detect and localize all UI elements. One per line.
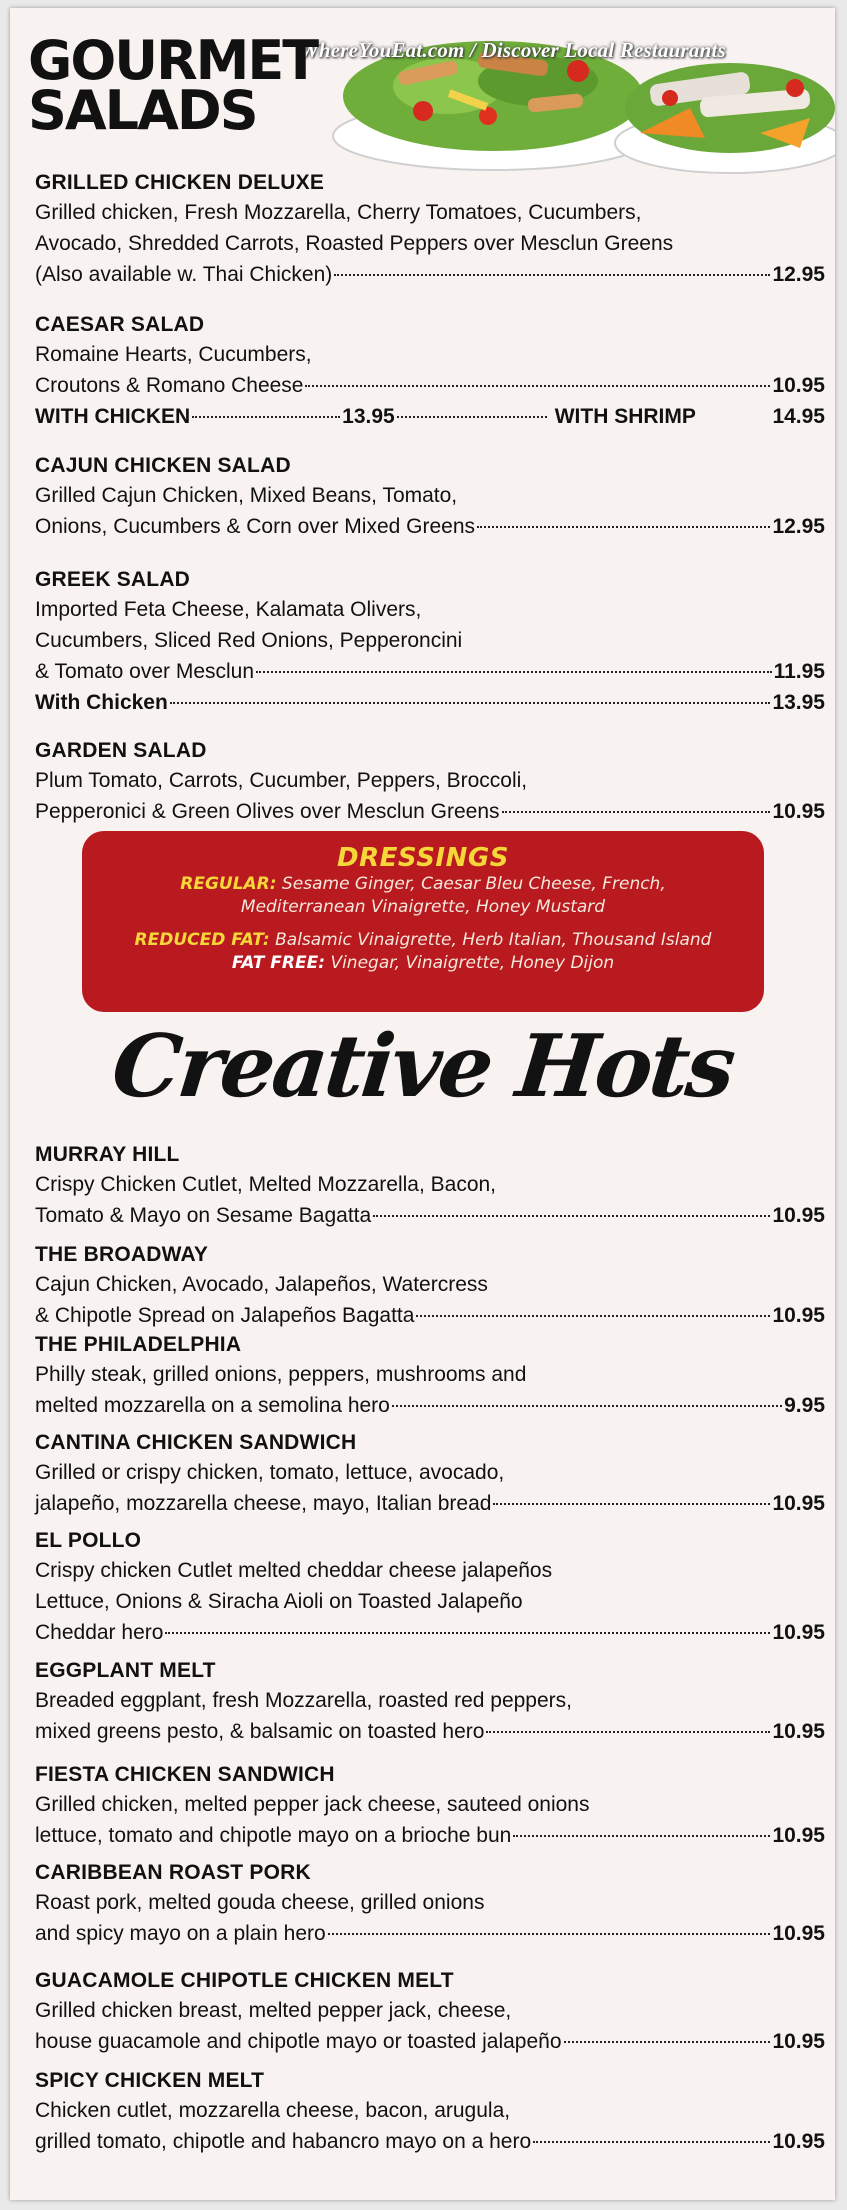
item-desc: Philly steak, grilled onions, peppers, mushrooms and (35, 1363, 527, 1386)
dressings-regular-cont: Mediterranean Vinaigrette, Honey Mustard (240, 897, 606, 917)
dot-leader (493, 1503, 770, 1505)
item-desc: Grilled chicken, Fresh Mozzarella, Cherry Tomatoes, Cucumbers, (35, 201, 642, 224)
item-price: 12.95 (772, 515, 825, 538)
item-price: 10.95 (772, 1492, 825, 1515)
item-desc: Grilled chicken, melted pepper jack cheese, sauteed onions (35, 1793, 590, 1816)
dressings-fat-free: FAT FREE: Vinegar, Vinaigrette, Honey Dijon (231, 953, 615, 973)
item-desc-price: & Chipotle Spread on Jalapeños Bagatta 10.95 (35, 1300, 825, 1331)
item-desc: Cajun Chicken, Avocado, Jalapeños, Watercress (35, 1273, 488, 1296)
item-desc: Breaded eggplant, fresh Mozzarella, roasted red peppers, (35, 1689, 572, 1712)
dot-leader (486, 1731, 770, 1733)
item-desc-price: & Tomato over Mesclun 11.95 (35, 656, 825, 687)
item-price: 10.95 (772, 1204, 825, 1227)
item-name: GUACAMOLE CHIPOTLE CHICKEN MELT (35, 1969, 454, 1992)
dot-leader (170, 702, 771, 704)
item-desc: Crispy Chicken Cutlet, Melted Mozzarella, Bacon, (35, 1173, 497, 1196)
menu-item-murray-hill (35, 1140, 825, 1231)
item-price: 9.95 (784, 1394, 825, 1417)
item-name: CANTINA CHICKEN SANDWICH (35, 1431, 357, 1454)
item-price: 10.95 (772, 800, 825, 823)
item-desc-price: (Also available w. Thai Chicken) 12.95 (35, 259, 825, 290)
creative-hots-title: Creative Hots (107, 1016, 738, 1117)
option-price: 13.95 (342, 405, 395, 428)
item-desc: Avocado, Shredded Carrots, Roasted Peppers over Mesclun Greens (35, 232, 674, 255)
dot-leader (416, 1315, 770, 1317)
item-name: EL POLLO (35, 1529, 142, 1552)
menu-item-spicy-chicken-melt (35, 2066, 825, 2157)
dot-leader (256, 671, 772, 673)
dot-leader (564, 2041, 771, 2043)
item-price: 10.95 (772, 1304, 825, 1327)
dot-leader (533, 2141, 770, 2143)
item-desc: Lettuce, Onions & Siracha Aioli on Toasted Jalapeño (35, 1590, 523, 1613)
item-desc: Plum Tomato, Carrots, Cucumber, Peppers, Broccoli, (35, 769, 528, 792)
item-options (35, 687, 825, 718)
watermark: WhereYouEat.com / Discover Local Restaurants (300, 38, 726, 62)
item-name: EGGPLANT MELT (35, 1659, 216, 1682)
item-desc-price: jalapeño, mozzarella cheese, mayo, Italian bread 10.95 (35, 1488, 825, 1519)
item-price: 10.95 (772, 2130, 825, 2153)
item-name: CARIBBEAN ROAST PORK (35, 1861, 311, 1884)
menu-item-cantina-chicken-sandwich (35, 1428, 825, 1519)
title-line-1: GOURMET (28, 29, 318, 92)
item-price: 12.95 (772, 263, 825, 286)
item-desc: Roast pork, melted gouda cheese, grilled onions (35, 1891, 485, 1914)
item-desc-price: grilled tomato, chipotle and habancro mayo on a hero 10.95 (35, 2126, 825, 2157)
item-name: MURRAY HILL (35, 1143, 180, 1166)
dot-leader (392, 1405, 782, 1407)
menu-item-el-pollo (35, 1526, 825, 1648)
item-desc: Grilled chicken breast, melted pepper jack, cheese, (35, 1999, 512, 2022)
gourmet-salads-title (28, 29, 318, 142)
item-price: 11.95 (773, 660, 825, 683)
dot-leader (192, 416, 340, 418)
menu-item-eggplant-melt (35, 1656, 825, 1747)
dressings-regular: REGULAR: Sesame Ginger, Caesar Bleu Cheese, French, (180, 874, 666, 894)
item-price: 10.95 (772, 1824, 825, 1847)
item-desc-price: Tomato & Mayo on Sesame Bagatta 10.95 (35, 1200, 825, 1231)
item-desc-price: house guacamole and chipotle mayo or toasted jalapeño 10.95 (35, 2026, 825, 2057)
item-price: 10.95 (772, 1922, 825, 1945)
dressings-reduced-fat: REDUCED FAT: Balsamic Vinaigrette, Herb Italian, Thousand Island (134, 930, 712, 950)
menu-page (10, 8, 835, 2200)
item-desc: Cucumbers, Sliced Red Onions, Pepperoncini (35, 629, 463, 652)
item-desc-price: Cheddar hero 10.95 (35, 1617, 825, 1648)
menu-item-grilled-chicken-deluxe (35, 168, 825, 290)
item-desc-price: mixed greens pesto, & balsamic on toasted hero 10.95 (35, 1716, 825, 1747)
item-desc-price: melted mozzarella on a semolina hero 9.95 (35, 1390, 825, 1421)
item-name: THE BROADWAY (35, 1243, 209, 1266)
menu-item-the-broadway (35, 1240, 825, 1331)
menu-item-garden-salad (35, 736, 825, 827)
item-name: GREEK SALAD (35, 568, 191, 591)
item-desc-price: lettuce, tomato and chipotle mayo on a brioche bun 10.95 (35, 1820, 825, 1851)
item-desc: Chicken cutlet, mozzarella cheese, bacon, arugula, (35, 2099, 511, 2122)
item-desc: Crispy chicken Cutlet melted cheddar cheese jalapeños (35, 1559, 553, 1582)
menu-item-caribbean-roast-pork (35, 1858, 825, 1949)
item-name: GARDEN SALAD (35, 739, 207, 762)
item-name: CAJUN CHICKEN SALAD (35, 454, 291, 477)
option-label: With Chicken (35, 691, 168, 714)
option-label: WITH SHRIMP (554, 405, 696, 428)
menu-item-cajun-chicken-salad (35, 451, 825, 542)
dot-leader (477, 526, 770, 528)
item-desc: Grilled Cajun Chicken, Mixed Beans, Tomato, (35, 484, 458, 507)
item-name: GRILLED CHICKEN DELUXE (35, 171, 325, 194)
dressings-box (82, 831, 764, 1012)
dot-leader (373, 1215, 770, 1217)
dot-leader (305, 385, 770, 387)
title-line-2: SALADS (28, 79, 257, 142)
option-label: WITH CHICKEN (35, 405, 191, 428)
menu-item-caesar-salad (35, 310, 825, 432)
option-price: 13.95 (772, 691, 825, 714)
dot-leader (328, 1933, 771, 1935)
item-desc: Imported Feta Cheese, Kalamata Olivers, (35, 598, 422, 621)
dot-leader (334, 274, 770, 276)
item-name: THE PHILADELPHIA (35, 1333, 242, 1356)
dot-leader (165, 1632, 770, 1634)
menu-item-fiesta-chicken-sandwich (35, 1760, 825, 1851)
item-name: SPICY CHICKEN MELT (35, 2069, 265, 2092)
item-desc: Romaine Hearts, Cucumbers, (35, 343, 312, 366)
menu-item-the-philadelphia (35, 1330, 825, 1421)
item-desc-price: Onions, Cucumbers & Corn over Mixed Greens 12.95 (35, 511, 825, 542)
item-price: 10.95 (772, 1720, 825, 1743)
dot-leader (397, 416, 547, 418)
option-price: 14.95 (772, 405, 825, 428)
item-desc: Grilled or crispy chicken, tomato, lettuce, avocado, (35, 1461, 505, 1484)
dot-leader (502, 811, 771, 813)
menu-item-guacamole-chipotle-chicken-melt (35, 1966, 825, 2057)
item-options (35, 401, 825, 432)
item-price: 10.95 (772, 2030, 825, 2053)
dot-leader (513, 1835, 770, 1837)
dressings-title: DRESSINGS (337, 843, 509, 873)
menu-item-greek-salad (35, 565, 825, 718)
item-desc-price: Croutons & Romano Cheese 10.95 (35, 370, 825, 401)
item-name: FIESTA CHICKEN SANDWICH (35, 1763, 335, 1786)
item-desc-price: Pepperonici & Green Olives over Mesclun Greens 10.95 (35, 796, 825, 827)
item-name: CAESAR SALAD (35, 313, 205, 336)
item-price: 10.95 (772, 374, 825, 397)
item-desc-price: and spicy mayo on a plain hero 10.95 (35, 1918, 825, 1949)
item-price: 10.95 (772, 1621, 825, 1644)
